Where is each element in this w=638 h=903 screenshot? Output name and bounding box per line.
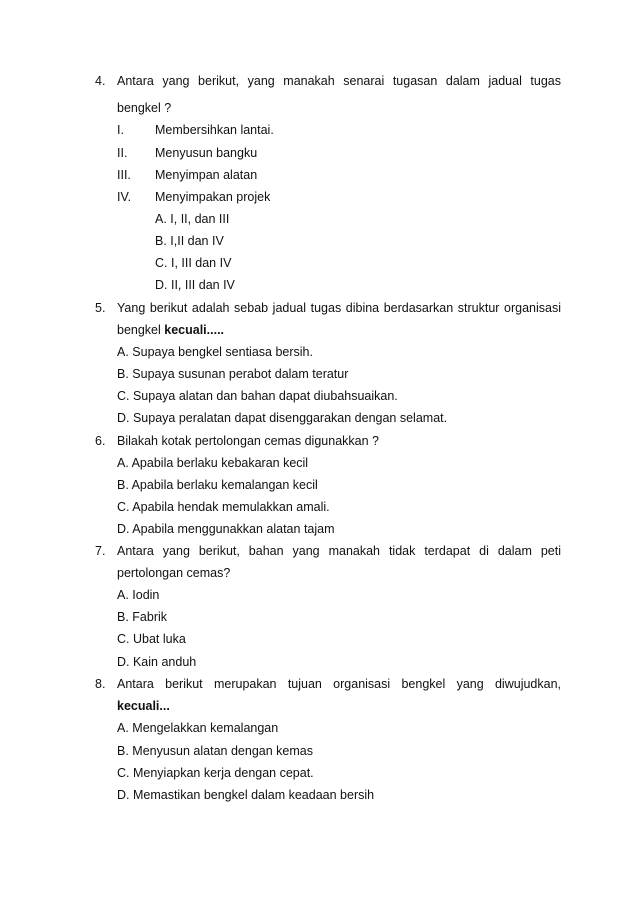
answer-option-b: B. Apabila berlaku kemalangan kecil xyxy=(117,478,318,492)
answer-option-d: D. Supaya peralatan dapat disenggarakan dengan selamat. xyxy=(117,411,448,425)
statement-text: Menyusun bangku xyxy=(155,146,258,160)
question-number: 8. xyxy=(95,677,106,691)
answer-option-a: A. Iodin xyxy=(117,588,160,602)
statement-roman: II. xyxy=(117,146,128,160)
question-text-prefix: bengkel xyxy=(117,323,165,337)
answer-option-b: B. Supaya susunan perabot dalam teratur xyxy=(117,367,349,381)
question-number: 4. xyxy=(95,74,106,88)
statement-roman: III. xyxy=(117,168,131,182)
answer-option-c: C. I, III dan IV xyxy=(155,256,232,270)
question-number: 7. xyxy=(95,544,106,558)
statement-text: Menyimpan alatan xyxy=(155,168,258,182)
statement-text: Membersihkan lantai. xyxy=(155,123,274,137)
question-text-line-2 xyxy=(117,698,170,714)
answer-option-d: D. Kain anduh xyxy=(117,655,197,669)
answer-option-b: B. I,II dan IV xyxy=(155,234,224,248)
statement-roman: I. xyxy=(117,123,124,137)
exception-keyword: kecuali..... xyxy=(164,323,225,337)
question-text-line-2: bengkel ? xyxy=(117,101,172,115)
question-text-line-2: pertolongan cemas? xyxy=(117,566,231,580)
statement-roman: IV. xyxy=(117,190,132,204)
question-number: 5. xyxy=(95,301,106,315)
question-number: 6. xyxy=(95,434,106,448)
question-text-line-1: Antara berikut merupakan tujuan organisasi bengkel yang diwujudkan, xyxy=(117,677,561,691)
question-text-line-1: Bilakah kotak pertolongan cemas digunakkan ? xyxy=(117,434,379,448)
answer-option-d: D. II, III dan IV xyxy=(155,278,235,292)
question-text-line-1: Yang berikut adalah sebab jadual tugas dibina berdasarkan struktur organisasi xyxy=(117,301,561,315)
question-text-line-2 xyxy=(117,322,224,338)
answer-option-b: B. Menyusun alatan dengan kemas xyxy=(117,744,313,758)
question-text-line-1: Antara yang berikut, yang manakah senarai tugasan dalam jadual tugas xyxy=(117,74,561,88)
answer-option-a: A. I, II, dan III xyxy=(155,212,230,226)
answer-option-d: D. Memastikan bengkel dalam keadaan bersih xyxy=(117,788,375,802)
answer-option-b: B. Fabrik xyxy=(117,610,168,624)
statement-text: Menyimpakan projek xyxy=(155,190,271,204)
answer-option-d: D. Apabila menggunakkan alatan tajam xyxy=(117,522,335,536)
question-text-line-1: Antara yang berikut, bahan yang manakah tidak terdapat di dalam peti xyxy=(117,544,561,558)
answer-option-c: C. Apabila hendak memulakkan amali. xyxy=(117,500,330,514)
answer-option-c: C. Ubat luka xyxy=(117,632,186,646)
answer-option-a: A. Supaya bengkel sentiasa bersih. xyxy=(117,345,313,359)
answer-option-c: C. Menyiapkan kerja dengan cepat. xyxy=(117,766,314,780)
answer-option-c: C. Supaya alatan dan bahan dapat diubahsuaikan. xyxy=(117,389,398,403)
exception-keyword: kecuali... xyxy=(117,699,170,713)
answer-option-a: A. Apabila berlaku kebakaran kecil xyxy=(117,456,309,470)
answer-option-a: A. Mengelakkan kemalangan xyxy=(117,721,279,735)
